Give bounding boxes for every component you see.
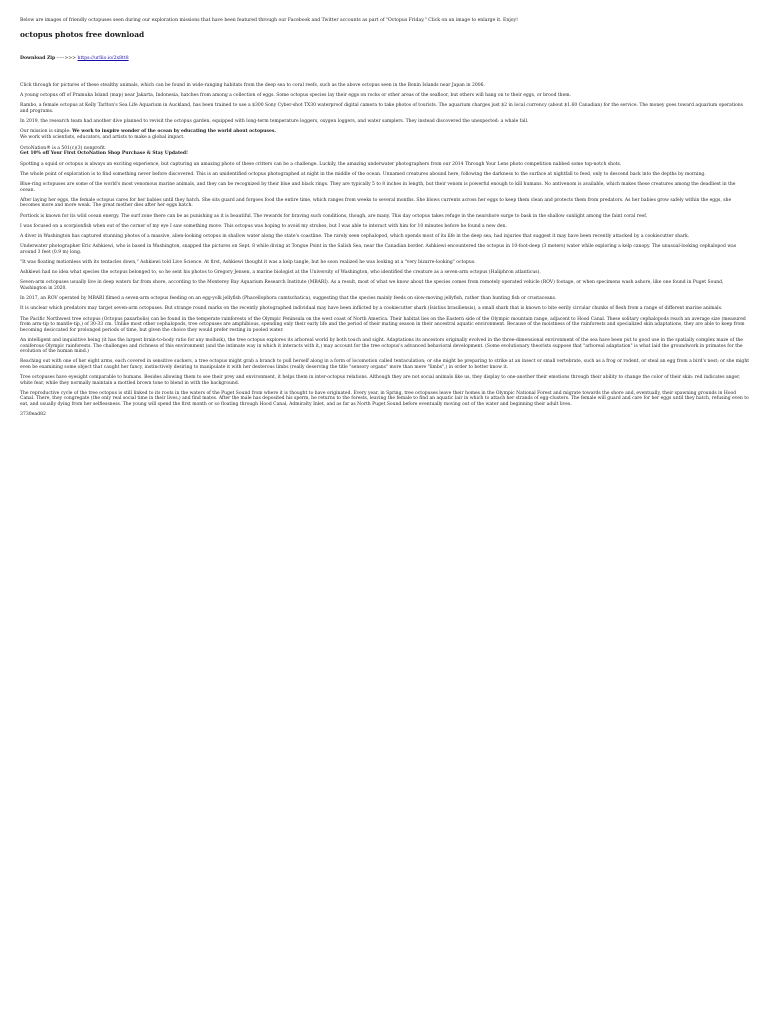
article-paragraph: In 2017, an ROV operated by MBARI filmed a seven-arm octopus feeding on an egg-yolk jellyfish (Phacellophora camtschatica), suggesting that the species mainly feeds on slow-moving jellyfish, rather than hunting fish or crustaceans. bbox=[20, 296, 557, 302]
article-paragraph: The reproductive cycle of the tree octopus is still linked to its roots in the waters of the Puget Sound from where it is thought to have originated. Every year, in Spring, tree octopuses leave their homes in the Olympic National Forest and migrate towards the shore and, eventually, their spawning grounds in Hood Canal. There, they congregate (the only real social time in their lives,) and find mates. After the male has deposited his sperm, he returns to the forests, leaving the female to find an aquatic lair in which to attach her strands of egg-clusters. The female will guard and care for her eggs until they hatch, refusing even to eat, and usually dying from her selflessness. The young will spend the first month or so floating through Hood Canal, Admiralty Inlet, and as far as North Puget Sound before eventually moving out of the water and beginning their adult lives. bbox=[20, 390, 749, 408]
download-arrow: ----->>> bbox=[55, 56, 78, 61]
article-paragraph: After laying her eggs, the female octopus cares for her babies until they hatch. She sits guard and forgoes food the entire time, which ranges from weeks to several months. She blows currents across her eggs to keep them clean and protects them from predators. As her babies grow safely within the eggs, she becomes more and more weak. The great mother dies after her eggs hatch. bbox=[20, 197, 732, 209]
promo-offer: Get 10% off Your First OctoNation Shop Purchase & Stay Updated! bbox=[20, 151, 189, 157]
article-paragraph: Tree octopuses have eyesight comparable to humans. Besides allowing them to see their prey and environment, it helps them in inter-octopus relations. Although they are not social animals like us, they display to one-another their emotions through their ability to change the color of their skin: red indicates anger, white fear, while they normally maintain a mottled brown tone to blend in with the background. bbox=[20, 375, 741, 386]
article-paragraph: Ashkiewi had no idea what species the octopus belonged to, so he sent his photos to Gregory Jensen, a marine biologist at the University of Washington, who identified the creature as a seven-arm octopus (Haliphron atlanticus). bbox=[20, 270, 541, 276]
article-paragraph: The whole point of exploration is to find something never before discovered. This is an unidentified octopus photographed at night in the middle of the ocean. Unnamed creatures abound here, following the darkness to the surface at nightfall to feed, only to descend back into the depths by morning. bbox=[20, 171, 706, 177]
article-paragraph: Underwater photographer Eric Ashkiewi, who is based in Washington, snapped the pictures on Sept. 8 while diving at Tongue Point in the Salish Sea, near the Canadian border. Ashkiewi encountered the octopus in 10-foot-deep (3 meters) water while exploring a kelp canopy. The unusual-looking cephalopod was around 3 feet (0.9 m) long. bbox=[20, 244, 737, 255]
download-link[interactable]: https://urllio.io/2x8tt8 bbox=[77, 56, 129, 61]
article-section-b bbox=[20, 162, 750, 408]
article-paragraph: Blue-ring octopuses are some of the world's most venomous marine animals, and they can be recognized by their blue and black rings. They are typically 5 to 8 inches in length, but their venom is powerful enough to kill humans. No antivenom is available, which makes these creatures among the deadliest in the ocean. bbox=[20, 182, 736, 193]
page bbox=[0, 0, 770, 418]
article-section-a bbox=[20, 83, 750, 125]
article-paragraph: A young octopus off of Pramuka Island (map) near Jakarta, Indonesia, hatches from among a collection of eggs. Some octopus species lay their eggs on rocks or other areas of the seafloor, but others will hang on to their eggs, or brood them. bbox=[20, 93, 571, 99]
article-paragraph: A diver in Washington has captured stunning photos of a massive, alien-looking octopus in shallow water along the state's coastline. The rarely seen cephalopod, which spends most of its life in the deep sea, had injuries that suggest it may have been recently attacked by a cookiecutter shark. bbox=[20, 234, 690, 240]
article-paragraph: The Pacific Northwest tree octopus (Octopus paxarbolis) can be found in the temperate rainforests of the Olympic Peninsula on the west coast of North America. Their habitat lies on the Eastern side of the Olympic mountain range, adjacent to Hood Canal. These solitary cephalopods reach an average size (measured from arm-tip to mantle-tip,) of 30-33 cm. Unlike most other cephalopods, tree octopuses are amphibious, spending only their early life and the period of their mating season in their ancestral aquatic environment. Because of the moistness of the rainforests and specialized skin adaptations, they are able to keep from becoming desiccated for prolonged periods of time, but given the choice they would prefer resting in pooled water. bbox=[20, 316, 746, 333]
article-paragraph: Click through for pictures of these stealthy animals, which can be found in wide-ranging habitats from the deep sea to coral reefs, such as the above octopus seen in the Bonin Islands near Japan in 2006. bbox=[20, 83, 485, 88]
promo-line1: OctoNation® is a 501(c)(3) nonprofit. bbox=[20, 145, 107, 151]
article-paragraph: It is unclear which predators may target seven-arm octopuses. But strange round marks on the recently photographed individual may have been inflicted by a cookiecutter shark (Isistius brasiliensis), a small shark that is known to bite eerily circular chunks of flesh from a range of different marine animals. bbox=[20, 306, 723, 312]
article-paragraph: Rambo, a female octopus at Kelly Tarlton's Sea Life Aquarium in Auckland, has been trained to use a $300 Sony Cyber-shot TX30 waterproof digital camera to take photos of tourists. The aquarium charges just $2 in local currency (about $1.60 Canadian) for the service. The money goes toward aquarium operations and programs. bbox=[20, 103, 743, 114]
article-paragraph: Reaching out with one of her eight arms, each covered in sensitive suckers, a tree octopus might grab a branch to pull herself along in a form of locomotion called tentaculation; or she might be preparing to strike at an insect or small vertebrate, such as a frog or rodent, or steal an egg from a bird's nest; or she might even be examining some object that caught her fancy, instinctively desiring to manipulate it with her dexterous limbs (really deserving the title "sensory organs" more than mere "limbs",) in order to better know it. bbox=[20, 359, 750, 370]
article-paragraph: In 2019, the research team had another dive planned to revisit the octopus garden, equipped with long-term temperature loggers, oxygen loggers, and water samplers. They instead discovered the unexpected: a whale fall. bbox=[20, 119, 529, 125]
promo-block bbox=[20, 146, 750, 158]
article-paragraph: Portlock is known for its wild ocean energy. The surf zone there can be as punishing as it is beautiful. The rewards for braving such conditions, though, are many. This day octopus takes refuge in the nearshore surge to bask in the shallow sunlight among the faint coral reef. bbox=[20, 213, 648, 219]
article-paragraph: I was focused on a scorpionfish when out of the corner of my eye I saw something move. This octopus was hoping to avoid my strobes, but I was able to interact with him for 10 minutes before he found a new den. bbox=[20, 223, 507, 229]
article-paragraph: Spotting a squid or octopus is always an exciting experience, but capturing an amazing photo of these critters can be a challenge. Luckily, the amazing underwater photographers from our 2014 Through Your Lens photo competition nabbed some top-notch shots. bbox=[20, 161, 622, 167]
article-paragraph: An intelligent and inquisitive being (it has the largest brain-to-body ratio for any mollusk), the tree octopus explores its arboreal world by both touch and sight. Adaptations its ancestors originally evolved in the three-dimensional environment of the sea have been put to good use in the spatially complex maze of the coniferous Olympic rainforests. The challenges and richness of this environment (and the intimate way in which it interacts with it,) may account for the tree octopus's advanced behavioral development. (Some evolutionary theorists suppose that "arboreal adaptation" is what laid the groundwork in primates for the evolution of the human mind.) bbox=[20, 337, 743, 355]
download-line bbox=[20, 56, 750, 62]
download-label: Download Zip bbox=[20, 56, 56, 61]
intro-text: Below are images of friendly octopuses seen during our exploration missions that have been featured through our Facebook and Twitter accounts as part of "Octopus Friday." Click on an image to enlarge it. Enjoy! bbox=[20, 18, 518, 23]
mission-statement: We work to inspire wonder of the ocean by educating the world about octopuses. bbox=[72, 129, 276, 135]
mission-lead: Our mission is simple: bbox=[20, 129, 73, 135]
page-title: octopus photos free download bbox=[20, 30, 145, 39]
article-paragraph: "It was floating motionless with its tentacles down," Ashkiewi told Live Science. At first, Ashkiewi thought it was a kelp tangle, but he soon realized he was looking at a "very bizarre-looking" octopus. bbox=[20, 260, 476, 265]
article-paragraph: Seven-arm octopuses usually live in deep waters far from shore, according to the Monterey Bay Aquarium Research Institute (MBARI). As a result, most of what we know about the species comes from remotely operated vehicle (ROV) footage, or when specimens wash ashore, like one found in Puget Sound, Washington in 2020. bbox=[20, 280, 724, 291]
mission-line2: We work with scientists, educators, and artists to make a global impact. bbox=[20, 135, 185, 141]
footer-code: 3730ead82 bbox=[20, 412, 46, 418]
mission-block bbox=[20, 129, 750, 141]
